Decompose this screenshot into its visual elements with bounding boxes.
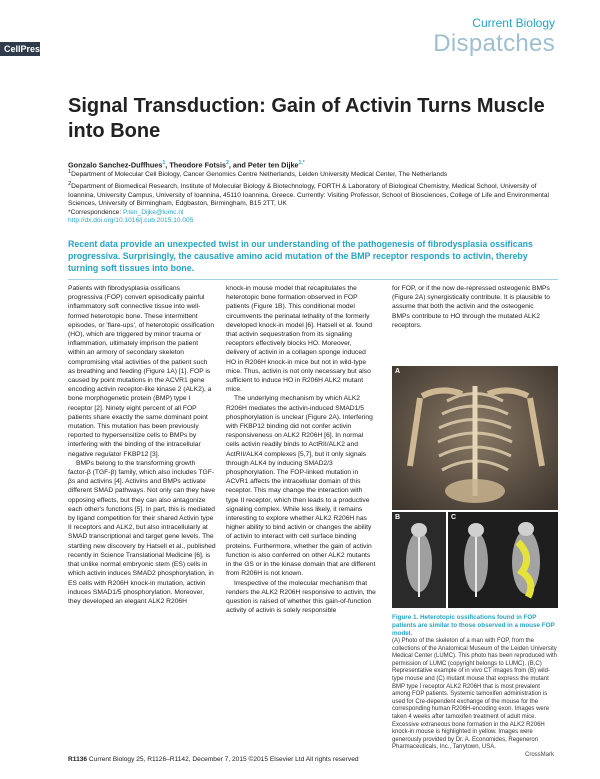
author-1: Gonzalo Sanchez-Duffhues (68, 160, 163, 170)
divider (68, 279, 558, 280)
affiliation-1: Department of Molecular Cell Biology, Cancer Genomics Centre Netherlands, Leiden University Medical Center, The Netherlands (71, 171, 448, 179)
figure-1b-ct-wildtype (392, 512, 446, 608)
figure-caption (392, 614, 558, 752)
author-3: and Peter ten Dijke (232, 160, 299, 170)
paragraph: knock-in mouse model that recapitulates the heterotopic bone formation observed in FOP patients (Figure 1B). This conditional model circumvents the perinatal lethality of the formerly developed knock-in model [6]. Hatsell et al. found that activin sequestration from its signaling receptors effectively blocks HO. Moreover, delivery of activin in a collagen sponge induced HO in R206H knock-in mice but not in wild-type mice. Thus, activin is not only necessary but also sufficient to induce HO in R206H ALK2 mutant mice. (226, 285, 373, 394)
paragraph: The underlying mechanism by which ALK2 R206H mediates the activin-induced SMAD1/5 phosphorylation is unclear (Figure 2A). Interfering with FKBP12 binding did not confer activin responsiveness on ALK2 R206H [6]. In normal cells activin readily binds to ActRII/ALK2 and ActRII/ALK4 complexes [5,7], but it only signals through ALK4 by inducing SMAD2/3 phosphorylation. The FOP-linked mutation in ACVR1 affects the intracellular domain of this receptor. This may change the interaction with type II receptor, which then leads to a productive signaling complex. While less likely, it remains interesting to explore whether ALK2 R206H has higher ability to bind activin or changes the ability of activin to interact with cell surface binding proteins. Furthermore, whether the gain of activin function is also conferred on other ALK2 mutants in the GS or in the kinase domain that are different from R206H is not known. (226, 395, 376, 578)
wildtype-mouse-ct (392, 512, 446, 608)
page-header (0, 0, 600, 62)
paragraph: BMPs belong to the transforming growth factor-β (TGF-β) family, which also includes TGF-βs and activins [4]. Activins and BMPs activate different SMAD pathways. Not only can they have opposing effects, but they can also antagonize each other's functions [5]. In part, this is mediated by ligand competition for their shared Activin type II receptors and ALK2, but also intracellularly at SMAD transcriptional and target gene levels. The startling new discovery by Hatsell et al., published recently in Science Translational Medicine [6], is that unlike normal embryonic stem (ES) cells in which activin induces SMAD2 phosphorylation, in ES cells with R206H knock-in mutation, activin induces SMAD1/5 phosphorylation. Moreover, they developed an elegant ALK2 R206H (68, 459, 216, 605)
affiliations: $^1$Department of Molecular Cell Biology, Cancer Genomics Centre Netherlands, Leiden University Medical Center, The Netherlands $^2$Department of Biomedical Research, Institute of Molecular Biology & Biotechnology, FORTH & Laboratory of Biological Chemistry, Medical School, University of Ioannina, University Campus, University of Ioannina, 45110 Ioannina, Greece. Currently: Visiting Professor, School of Biosciences, College of Life and Environmental Sciences, University of Birmingham, Edgbaston, Birmingham, B15 2TT, UK *Correspondence: P.ten_Dijke@lumc.nl http://dx.doi.org/10.1016/j.cub.2015.10.005 (68, 169, 549, 225)
paragraph: for FOP, or if the now de-repressed osteogenic BMPs (Figure 2A) synergistically contribute. It is plausible to assume that both the activin and the osteogenic BMPs contribute to HO through the mutated ALK2 receptors. (392, 285, 550, 329)
page-number: R1136 (68, 756, 88, 763)
paragraph: Patients with fibrodysplasia ossificans progressiva (FOP) convert episodically painful inflammatory soft connective tissue into well-formed heterotopic bone. These intermittent episodes, or 'flare-ups', of heterotopic ossification (HO), which are triggered by minor trauma or inflammation, ultimately imprison the patient within an armory of secondary skeleton compromising vital activities of the patient such as breathing and feeding (Figure 1A) [1]. FOP is caused by point mutations in the ACVR1 gene encoding activin receptor-like kinase 2 (ALK2), a bone morphogenetic protein (BMP) type I receptor [2]. Ninety eight percent of all FOP patients share exactly the same dominant point mutation. This mutation has been previously reported to hypersensitize cells to BMPs by interfering with the binding of the intracellular negative regulator FKBP12 [3]. (68, 285, 215, 458)
body-column-3 (392, 284, 552, 330)
affiliation-2: Department of Biomedical Research, Institute of Molecular Biology & Biotechnology, FORTH & Laboratory of Biological Chemistry, Medical School, University of Ioannina, University Campus, University of Ioannina, 45110 Ioannina, Greece. Currently: Visiting Professor, School of Biosciences, College of Life and Environmental Sciences, University of Birmingham, Edgbaston, Birmingham, B15 2TT, UK (68, 182, 549, 208)
page-footer (68, 756, 558, 763)
article-title: Signal Transduction: Gain of Activin Turns Muscle into Bone (68, 95, 545, 142)
figure-1c-ct-mutant (448, 512, 558, 608)
crossmark-icon[interactable]: CrossMark (525, 752, 555, 758)
paragraph: Irrespective of the molecular mechanism that renders the ALK2 R206H responsive to activin, the question is raised of whether this gain-of-function activity of activin is solely responsible (226, 579, 376, 615)
body-column-2 (226, 284, 376, 615)
section-title: Dispatches (433, 30, 555, 57)
doi-link[interactable]: http://dx.doi.org/10.1016/j.cub.2015.10.005 (68, 217, 194, 225)
figure-label-a: A (395, 368, 401, 375)
caption-body: (A) Photo of the skeleton of a man with FOP, from the collections of the Anatomical Museum of the Leiden University Medical Center (LUMC). This photo has been reproduced with permission of LUMC (copyright belongs to LUMC). (B,C) Representative example of in vivo CT images from (B) wild-type mouse and (C) mutant mouse that express the mutant BMP type I receptor ALK2 R206H that is most prevalent among FOP patients. Systemic tamoxifen administration is used for Cre-dependent exchange of the mouse for the corresponding human R206H-encoding exon. Images were taken 4 weeks after tamoxifen treatment of adult mice. Excessive extraneous bone formation in the ALK2 R206H knock-in mouse is highlighted in yellow. Images were generously provided by Dr. A. Economides, Regeneron Pharmaceuticals, Inc., Tarrytown, USA. (392, 638, 557, 751)
citation: Current Biology 25, R1126–R1142, December 7, 2015 ©2015 Elsevier Ltd All rights reserved (88, 756, 359, 763)
figure-label-b: B (395, 514, 401, 521)
correspondence-email[interactable]: P.ten_Dijke@lumc.nl (123, 208, 184, 216)
publisher-logo: CellPress (0, 42, 40, 56)
figure-1a-skeleton-photo (392, 366, 558, 510)
figure-label-c: C (451, 514, 457, 521)
abstract: Recent data provide an unexpected twist in our understanding of the pathogenesis of fibrodysplasia ossificans progressiva. Surprisingly, the causative amino acid mutation of the BMP receptor responds to activin, thereby turning soft tissues into bone. (68, 239, 533, 273)
author-list: Gonzalo Sanchez-Duffhues$^1$, Theodore Fotsis$^2$, and Peter ten Dijke$^{1,*}$ (68, 160, 305, 170)
journal-name: Current Biology (472, 16, 555, 30)
author-2: Theodore Fotsis (169, 160, 227, 170)
caption-title: Figure 1. Heterotopic ossifications found in FOP patients are similar to those observed in a mouse FOP model. (392, 614, 555, 637)
body-column-1 (68, 284, 216, 606)
mutant-mouse-ct (448, 512, 558, 608)
skeleton-illustration (392, 366, 558, 510)
correspondence-label: *Correspondence: (68, 208, 122, 216)
